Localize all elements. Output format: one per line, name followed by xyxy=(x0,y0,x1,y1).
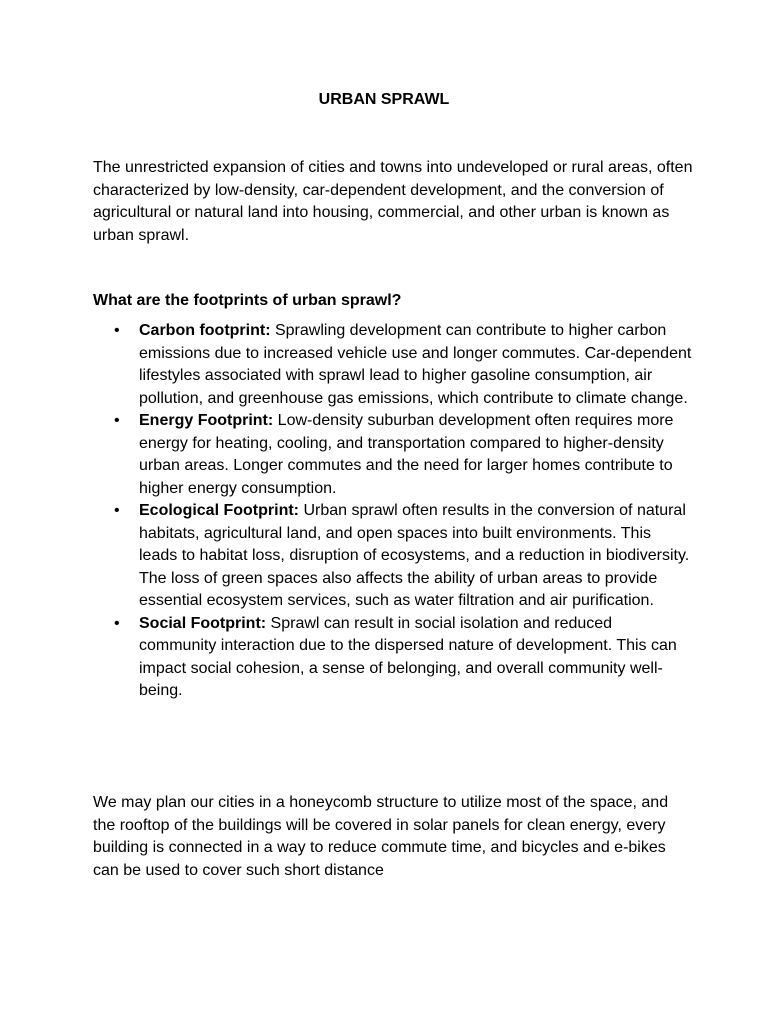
footprint-term: Social Footprint: xyxy=(139,614,267,632)
footprint-term: Energy Footprint: xyxy=(139,412,274,429)
list-item xyxy=(93,500,693,613)
closing-paragraph: We may plan our cities in a honeycomb structure to utilize most of the space, and the rooftop of the buildings will be covered in solar panels for clean energy, every building is connected in a way to reduce commute time, and bicycles and e-bikes can be used to cover such short distance xyxy=(93,794,669,879)
footprint-term: Ecological Footprint: xyxy=(139,502,299,519)
footprint-description: Low-density suburban development often requires more energy for heating, cooling, and transportation compared to higher-density urban areas. Longer commutes and the need for larger homes contribute to higher energy consumption. xyxy=(139,412,674,497)
document-title: URBAN SPRAWL xyxy=(318,91,450,108)
list-item xyxy=(93,410,693,500)
bullet-icon: • xyxy=(114,502,120,519)
footprints-list xyxy=(93,320,693,703)
bullet-icon: • xyxy=(114,614,120,632)
footprint-description: Sprawling development can contribute to higher carbon emissions due to increased vehicle use and longer commutes. Car-dependent lifestyles associated with sprawl lead to higher gasoline consumption, air pollution, and greenhouse gas emissions, which contribute to climate change. xyxy=(139,322,692,407)
bullet-icon: • xyxy=(114,412,120,429)
list-item xyxy=(93,320,693,410)
footprint-description: Sprawl can result in social isolation and reduced community interaction due to the dispersed nature of development. This can impact social cohesion, a sense of belonging, and overall community well-being. xyxy=(139,614,677,699)
footprint-term: Carbon footprint: xyxy=(139,322,271,339)
footprint-description: Urban sprawl often results in the conversion of natural habitats, agricultural land, and open spaces into built environments. This leads to habitat loss, disruption of ecosystems, and a reduction in biodiversity. The loss of green spaces also affects the ability of urban areas to provide essential ecosystem services, such as water filtration and air purification. xyxy=(139,502,690,609)
list-item xyxy=(93,613,693,703)
intro-paragraph: The unrestricted expansion of cities and towns into undeveloped or rural areas, often characterized by low-density, car-dependent development, and the conversion of agricultural or natural land into housing, commercial, and other urban is known as urban sprawl. xyxy=(93,159,693,244)
bullet-icon: • xyxy=(114,322,120,339)
section-question: What are the footprints of urban sprawl? xyxy=(93,292,402,309)
